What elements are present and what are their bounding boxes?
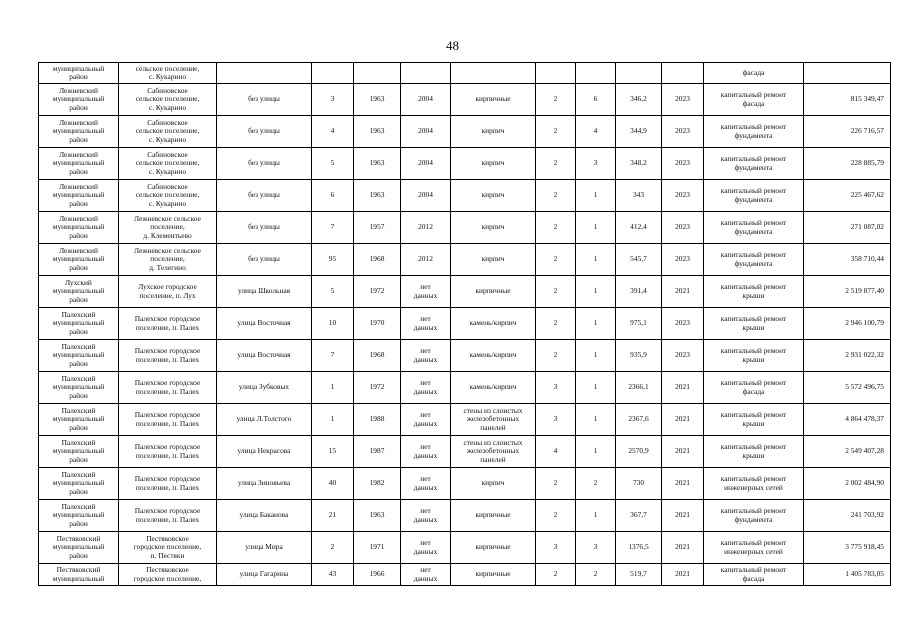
build-year-cell xyxy=(354,63,401,84)
cost-cell: 815 349,47 xyxy=(804,84,891,116)
area-cell xyxy=(616,63,662,84)
plan-year-cell: 2021 xyxy=(662,276,704,308)
district-cell: муниципальный район xyxy=(39,63,119,84)
district-cell: Палехский муниципальный район xyxy=(39,468,119,500)
house-number-cell: 2 xyxy=(312,532,354,564)
entrances-cell: 6 xyxy=(576,84,616,116)
floors-cell: 2 xyxy=(536,500,576,532)
last-repair-year-cell: нет данных xyxy=(401,340,451,372)
district-cell: Лежневский муниципальный район xyxy=(39,116,119,148)
plan-year-cell: 2023 xyxy=(662,84,704,116)
settlement-cell: Палехское городское поселение, п. Палех xyxy=(119,468,217,500)
street-cell xyxy=(217,63,312,84)
street-cell: улица Л.Толстого xyxy=(217,404,312,436)
house-number-cell: 5 xyxy=(312,276,354,308)
cost-cell: 2 946 100,79 xyxy=(804,308,891,340)
street-cell: улица Школьная xyxy=(217,276,312,308)
area-cell: 975,1 xyxy=(616,308,662,340)
build-year-cell: 1988 xyxy=(354,404,401,436)
plan-year-cell: 2023 xyxy=(662,212,704,244)
street-cell: без улицы xyxy=(217,84,312,116)
entrances-cell: 3 xyxy=(576,148,616,180)
house-number-cell xyxy=(312,63,354,84)
district-cell: Палехский муниципальный район xyxy=(39,404,119,436)
last-repair-year-cell: 2004 xyxy=(401,180,451,212)
page-number: 48 xyxy=(446,38,459,53)
last-repair-year-cell: нет данных xyxy=(401,532,451,564)
wall-material-cell: кирпич xyxy=(451,180,536,212)
cost-cell: 228 885,79 xyxy=(804,148,891,180)
house-number-cell: 7 xyxy=(312,340,354,372)
table-row xyxy=(39,468,891,500)
district-cell: Лежневский муниципальный район xyxy=(39,84,119,116)
repair-type-cell: капитальный ремонт крыши xyxy=(704,340,804,372)
wall-material-cell: кирпич xyxy=(451,116,536,148)
wall-material-cell: стены из слоистых железобетонных панелей xyxy=(451,404,536,436)
street-cell: улица Гагарина xyxy=(217,564,312,586)
cost-cell: 358 710,44 xyxy=(804,244,891,276)
last-repair-year-cell: 2012 xyxy=(401,212,451,244)
last-repair-year-cell: нет данных xyxy=(401,468,451,500)
street-cell: улица Некрасова xyxy=(217,436,312,468)
repair-registry-table xyxy=(38,62,891,586)
house-number-cell: 5 xyxy=(312,148,354,180)
floors-cell: 4 xyxy=(536,436,576,468)
settlement-cell: Сабиновское сельское поселение, с. Кукарино xyxy=(119,180,217,212)
area-cell: 367,7 xyxy=(616,500,662,532)
settlement-cell: Палехское городское поселение, п. Палех xyxy=(119,436,217,468)
settlement-cell: Сабиновское сельское поселение, с. Кукарино xyxy=(119,116,217,148)
district-cell: Лежневский муниципальный район xyxy=(39,180,119,212)
entrances-cell: 3 xyxy=(576,532,616,564)
house-number-cell: 10 xyxy=(312,308,354,340)
cost-cell: 5 572 496,75 xyxy=(804,372,891,404)
plan-year-cell: 2023 xyxy=(662,308,704,340)
area-cell: 730 xyxy=(616,468,662,500)
plan-year-cell: 2021 xyxy=(662,564,704,586)
cost-cell: 241 703,92 xyxy=(804,500,891,532)
settlement-cell: Палехское городское поселение, п. Палех xyxy=(119,308,217,340)
cost-cell: 2 519 877,40 xyxy=(804,276,891,308)
street-cell: без улицы xyxy=(217,116,312,148)
wall-material-cell: кирпич xyxy=(451,468,536,500)
settlement-cell: Палехское городское поселение, п. Палех xyxy=(119,372,217,404)
floors-cell: 2 xyxy=(536,84,576,116)
cost-cell: 2 549 407,28 xyxy=(804,436,891,468)
last-repair-year-cell: 2004 xyxy=(401,84,451,116)
floors-cell: 2 xyxy=(536,148,576,180)
house-number-cell: 15 xyxy=(312,436,354,468)
plan-year-cell: 2023 xyxy=(662,180,704,212)
floors-cell xyxy=(536,63,576,84)
cost-cell: 3 775 918,45 xyxy=(804,532,891,564)
build-year-cell: 1963 xyxy=(354,116,401,148)
area-cell: 1376,5 xyxy=(616,532,662,564)
house-number-cell: 3 xyxy=(312,84,354,116)
house-number-cell: 4 xyxy=(312,116,354,148)
district-cell: Палехский муниципальный район xyxy=(39,372,119,404)
entrances-cell: 2 xyxy=(576,564,616,586)
wall-material-cell: кирпич xyxy=(451,148,536,180)
street-cell: улица Зубковых xyxy=(217,372,312,404)
wall-material-cell: кирпичные xyxy=(451,276,536,308)
area-cell: 2570,9 xyxy=(616,436,662,468)
district-cell: Лежневский муниципальный район xyxy=(39,212,119,244)
area-cell: 343 xyxy=(616,180,662,212)
house-number-cell: 43 xyxy=(312,564,354,586)
entrances-cell: 1 xyxy=(576,404,616,436)
house-number-cell: 40 xyxy=(312,468,354,500)
repair-type-cell: капитальный ремонт фасада xyxy=(704,84,804,116)
settlement-cell: Палехское городское поселение, п. Палех xyxy=(119,340,217,372)
repair-type-cell: капитальный ремонт фундамента xyxy=(704,148,804,180)
build-year-cell: 1971 xyxy=(354,532,401,564)
street-cell: без улицы xyxy=(217,244,312,276)
plan-year-cell: 2021 xyxy=(662,404,704,436)
district-cell: Лухский муниципальный район xyxy=(39,276,119,308)
area-cell: 348,2 xyxy=(616,148,662,180)
area-cell: 2367,6 xyxy=(616,404,662,436)
last-repair-year-cell: нет данных xyxy=(401,372,451,404)
plan-year-cell xyxy=(662,63,704,84)
cost-cell: 2 002 484,90 xyxy=(804,468,891,500)
cost-cell: 225 467,62 xyxy=(804,180,891,212)
district-cell: Палехский муниципальный район xyxy=(39,308,119,340)
build-year-cell: 1972 xyxy=(354,276,401,308)
floors-cell: 2 xyxy=(536,180,576,212)
settlement-cell: Палехское городское поселение, п. Палех xyxy=(119,404,217,436)
house-number-cell: 95 xyxy=(312,244,354,276)
settlement-cell: Сабиновское сельское поселение, с. Кукарино xyxy=(119,84,217,116)
plan-year-cell: 2023 xyxy=(662,148,704,180)
wall-material-cell xyxy=(451,63,536,84)
street-cell: улица Баканова xyxy=(217,500,312,532)
house-number-cell: 21 xyxy=(312,500,354,532)
build-year-cell: 1963 xyxy=(354,500,401,532)
cost-cell: 4 864 478,37 xyxy=(804,404,891,436)
floors-cell: 2 xyxy=(536,212,576,244)
district-cell: Палехский муниципальный район xyxy=(39,436,119,468)
house-number-cell: 1 xyxy=(312,404,354,436)
last-repair-year-cell: 2004 xyxy=(401,116,451,148)
build-year-cell: 1963 xyxy=(354,180,401,212)
last-repair-year-cell: нет данных xyxy=(401,500,451,532)
floors-cell: 2 xyxy=(536,340,576,372)
area-cell: 519,7 xyxy=(616,564,662,586)
floors-cell: 2 xyxy=(536,468,576,500)
area-cell: 545,7 xyxy=(616,244,662,276)
district-cell: Палехский муниципальный район xyxy=(39,340,119,372)
entrances-cell: 1 xyxy=(576,436,616,468)
floors-cell: 2 xyxy=(536,244,576,276)
district-cell: Палехский муниципальный район xyxy=(39,500,119,532)
floors-cell: 2 xyxy=(536,116,576,148)
build-year-cell: 1968 xyxy=(354,244,401,276)
table-row xyxy=(39,564,891,586)
last-repair-year-cell: нет данных xyxy=(401,276,451,308)
wall-material-cell: стены из слоистых железобетонных панелей xyxy=(451,436,536,468)
area-cell: 2366,1 xyxy=(616,372,662,404)
cost-cell: 1 405 783,05 xyxy=(804,564,891,586)
area-cell: 935,9 xyxy=(616,340,662,372)
table-row xyxy=(39,148,891,180)
settlement-cell: Лежневское сельское поселение, д. Телегино xyxy=(119,244,217,276)
cost-cell: 271 087,02 xyxy=(804,212,891,244)
area-cell: 346,2 xyxy=(616,84,662,116)
table-row xyxy=(39,372,891,404)
table-row xyxy=(39,532,891,564)
build-year-cell: 1963 xyxy=(354,84,401,116)
wall-material-cell: кирпичные xyxy=(451,532,536,564)
district-cell: Лежневский муниципальный район xyxy=(39,148,119,180)
floors-cell: 2 xyxy=(536,564,576,586)
last-repair-year-cell: нет данных xyxy=(401,404,451,436)
table-row xyxy=(39,500,891,532)
repair-type-cell: капитальный ремонт крыши xyxy=(704,404,804,436)
plan-year-cell: 2021 xyxy=(662,372,704,404)
street-cell: без улицы xyxy=(217,180,312,212)
district-cell: Пестяковский муниципальный район xyxy=(39,532,119,564)
floors-cell: 3 xyxy=(536,532,576,564)
wall-material-cell: камень/кирпич xyxy=(451,340,536,372)
build-year-cell: 1970 xyxy=(354,308,401,340)
entrances-cell: 1 xyxy=(576,308,616,340)
house-number-cell: 1 xyxy=(312,372,354,404)
repair-type-cell: капитальный ремонт фундамента xyxy=(704,116,804,148)
wall-material-cell: камень/кирпич xyxy=(451,308,536,340)
plan-year-cell: 2021 xyxy=(662,436,704,468)
settlement-cell: Сабиновское сельское поселение, с. Кукарино xyxy=(119,148,217,180)
wall-material-cell: кирпичные xyxy=(451,564,536,586)
entrances-cell: 4 xyxy=(576,116,616,148)
wall-material-cell: кирпич xyxy=(451,212,536,244)
table-row xyxy=(39,212,891,244)
last-repair-year-cell: нет данных xyxy=(401,436,451,468)
street-cell: без улицы xyxy=(217,212,312,244)
floors-cell: 3 xyxy=(536,404,576,436)
settlement-cell: Палехское городское поселение, п. Палех xyxy=(119,500,217,532)
entrances-cell: 1 xyxy=(576,372,616,404)
entrances-cell: 1 xyxy=(576,180,616,212)
last-repair-year-cell xyxy=(401,63,451,84)
build-year-cell: 1987 xyxy=(354,436,401,468)
area-cell: 412,4 xyxy=(616,212,662,244)
build-year-cell: 1957 xyxy=(354,212,401,244)
settlement-cell: Пестяковское городское поселение, п. Пестяки xyxy=(119,532,217,564)
repair-type-cell: капитальный ремонт крыши xyxy=(704,436,804,468)
wall-material-cell: кирпич xyxy=(451,244,536,276)
plan-year-cell: 2021 xyxy=(662,468,704,500)
build-year-cell: 1972 xyxy=(354,372,401,404)
repair-type-cell: капитальный ремонт крыши xyxy=(704,276,804,308)
table-row xyxy=(39,116,891,148)
repair-type-cell: капитальный ремонт фундамента xyxy=(704,500,804,532)
table-row xyxy=(39,84,891,116)
house-number-cell: 7 xyxy=(312,212,354,244)
settlement-cell: Лежневское сельское поселение, д. Клементьево xyxy=(119,212,217,244)
floors-cell: 3 xyxy=(536,372,576,404)
entrances-cell: 1 xyxy=(576,212,616,244)
street-cell: улица Восточная xyxy=(217,340,312,372)
last-repair-year-cell: 2012 xyxy=(401,244,451,276)
build-year-cell: 1966 xyxy=(354,564,401,586)
build-year-cell: 1963 xyxy=(354,148,401,180)
repair-type-cell: капитальный ремонт инженерных сетей xyxy=(704,532,804,564)
plan-year-cell: 2021 xyxy=(662,532,704,564)
entrances-cell: 1 xyxy=(576,500,616,532)
settlement-cell: сельское поселение, с. Кукарино xyxy=(119,63,217,84)
table-row xyxy=(39,404,891,436)
floors-cell: 2 xyxy=(536,308,576,340)
wall-material-cell: кирпичные xyxy=(451,84,536,116)
repair-type-cell: фасада xyxy=(704,63,804,84)
entrances-cell: 1 xyxy=(576,244,616,276)
build-year-cell: 1982 xyxy=(354,468,401,500)
table-row xyxy=(39,63,891,84)
street-cell: без улицы xyxy=(217,148,312,180)
build-year-cell: 1968 xyxy=(354,340,401,372)
street-cell: улица Зиновьева xyxy=(217,468,312,500)
area-cell: 344,9 xyxy=(616,116,662,148)
cost-cell: 226 716,57 xyxy=(804,116,891,148)
plan-year-cell: 2023 xyxy=(662,116,704,148)
table-row xyxy=(39,436,891,468)
repair-type-cell: капитальный ремонт фундамента xyxy=(704,180,804,212)
house-number-cell: 6 xyxy=(312,180,354,212)
street-cell: улица Восточная xyxy=(217,308,312,340)
settlement-cell: Лухское городское поселение, п. Лух xyxy=(119,276,217,308)
table-row xyxy=(39,308,891,340)
plan-year-cell: 2021 xyxy=(662,500,704,532)
entrances-cell: 1 xyxy=(576,276,616,308)
last-repair-year-cell: нет данных xyxy=(401,308,451,340)
repair-type-cell: капитальный ремонт фундамента xyxy=(704,244,804,276)
repair-type-cell: капитальный ремонт фундамента xyxy=(704,212,804,244)
table-row xyxy=(39,180,891,212)
last-repair-year-cell: нет данных xyxy=(401,564,451,586)
district-cell: Лежневский муниципальный район xyxy=(39,244,119,276)
table-row xyxy=(39,244,891,276)
floors-cell: 2 xyxy=(536,276,576,308)
repair-type-cell: капитальный ремонт фасада xyxy=(704,372,804,404)
repair-type-cell: капитальный ремонт фасада xyxy=(704,564,804,586)
entrances-cell: 1 xyxy=(576,340,616,372)
repair-type-cell: капитальный ремонт инженерных сетей xyxy=(704,468,804,500)
entrances-cell xyxy=(576,63,616,84)
plan-year-cell: 2023 xyxy=(662,340,704,372)
area-cell: 391,4 xyxy=(616,276,662,308)
district-cell: Пестяковский муниципальный xyxy=(39,564,119,586)
wall-material-cell: камень/кирпич xyxy=(451,372,536,404)
repair-type-cell: капитальный ремонт крыши xyxy=(704,308,804,340)
cost-cell xyxy=(804,63,891,84)
table-row xyxy=(39,340,891,372)
last-repair-year-cell: 2004 xyxy=(401,148,451,180)
wall-material-cell: кирпичные xyxy=(451,500,536,532)
settlement-cell: Пестяковское городское поселение, xyxy=(119,564,217,586)
street-cell: улица Мира xyxy=(217,532,312,564)
plan-year-cell: 2023 xyxy=(662,244,704,276)
cost-cell: 2 931 022,32 xyxy=(804,340,891,372)
table-row xyxy=(39,276,891,308)
entrances-cell: 2 xyxy=(576,468,616,500)
